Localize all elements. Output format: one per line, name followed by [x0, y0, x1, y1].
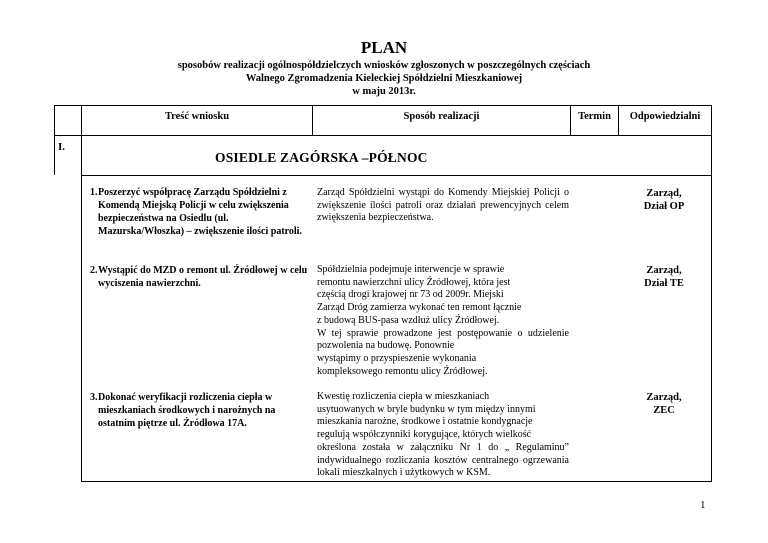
header-content: Treść wniosku [164, 111, 230, 122]
row-method [317, 391, 569, 480]
method-line: Kwestię rozliczenia ciepła w mieszkaniach [317, 391, 490, 402]
table-border-top [54, 105, 712, 106]
table-border-left [54, 105, 55, 175]
subtitle-line-1: sposobów realizacji ogólnospółdzielczych wniosków zgłoszonych w poszczególnych częściach [177, 60, 591, 71]
method-line: częścią drogi krajowej nr 73 od 2009r. Miejski [317, 289, 504, 301]
section-title: OSIEDLE ZAGÓRSKA –PÓŁNOC [215, 150, 428, 165]
method-line: z budową BUS-pasa wzdłuż ulicy Źródłowej. [317, 314, 500, 326]
table-border-right [711, 105, 712, 481]
row-responsible [624, 187, 704, 213]
method-line: regulują współczynniki korygujące, których wielkość [317, 429, 532, 441]
method-line: wystąpimy o przyspieszenie wykonania [317, 352, 477, 364]
responsible-line: Dział TE [644, 278, 684, 289]
row-request: Poszerzyć współpracę Zarządu Spółdzielni z Komendą Miejską Policji w celu zwiększenia bezpieczeństwa na Osiedlu (ul. Mazurska/Włoszka) – zwiększenie ilości patroli. [98, 187, 302, 237]
row-number: 2. [90, 265, 98, 276]
method-line: Zarząd Dróg zamierza wykonać ten remont łącznie [317, 302, 522, 314]
row-request: Dokonać weryfikacji rozliczenia ciepła w mieszkaniach środkowych i narożnych na ostatnim piętrze ul. Źródłowa 17A. [98, 392, 276, 429]
row-number: 1. [90, 187, 98, 198]
header-deadline: Termin [578, 111, 611, 122]
header-responsible: Odpowiedzialni [629, 111, 701, 122]
row-number: 3. [90, 392, 98, 403]
row-method [317, 264, 569, 378]
responsible-line: Dział OP [643, 201, 685, 212]
page-number: 1 [700, 499, 706, 511]
header-method: Sposób realizacji [403, 111, 480, 122]
table-row [90, 186, 308, 238]
document-title: PLAN [360, 38, 408, 57]
table-row [90, 264, 308, 290]
method-line: mieszkania narożne, środkowe i ostatnie kondygnacje [317, 416, 533, 428]
responsible-line: Zarząd, [646, 188, 682, 199]
row-request: Wystąpić do MZD o remont ul. Źródłowej w celu wyciszenia nawierzchni. [98, 265, 308, 289]
table-border-bottom [81, 481, 712, 482]
method-line: kompleksowego remontu ulicy Źródłowej. [317, 365, 488, 377]
row-method: Zarząd Spółdzielni wystąpi do Komendy Miejskiej Policji o zwiększenie ilości patroli oraz działań prewencyjnych celem zwiększenia bezpieczeństwa. [317, 187, 569, 224]
responsible-line: Zarząd, [646, 265, 682, 276]
section-number: I. [58, 141, 66, 153]
subtitle-line-2: Walnego Zgromadzenia Kieleckiej Spółdzielni Mieszkaniowej [245, 73, 523, 84]
method-line: Spółdzielnia podejmuje interwencje w sprawie [317, 264, 505, 275]
row-responsible [624, 264, 704, 290]
subtitle-line-3: w maju 2013r. [352, 86, 416, 97]
method-line: remontu nawierzchni ulicy Źródłowej, która jest [317, 276, 511, 288]
section-divider [81, 175, 712, 176]
responsible-line: Zarząd, [646, 392, 682, 403]
header-divider [54, 135, 712, 136]
table-row [90, 391, 308, 430]
method-line: W tej sprawie prowadzone jest postępowanie o udzielenie pozwolenia na budowę. Ponownie [317, 327, 569, 352]
method-line: określona została w załączniku Nr 1 do „ Regulaminu” indywidualnego rozliczania kosztów centralnego ogrzewania lokali mieszkalnych i użytkowych w KSM. [317, 441, 569, 479]
method-line: usytuowanych w bryle budynku w tym między innymi [317, 403, 536, 415]
responsible-line: ZEC [653, 405, 675, 416]
row-responsible [624, 391, 704, 417]
column-divider-number [81, 105, 82, 481]
